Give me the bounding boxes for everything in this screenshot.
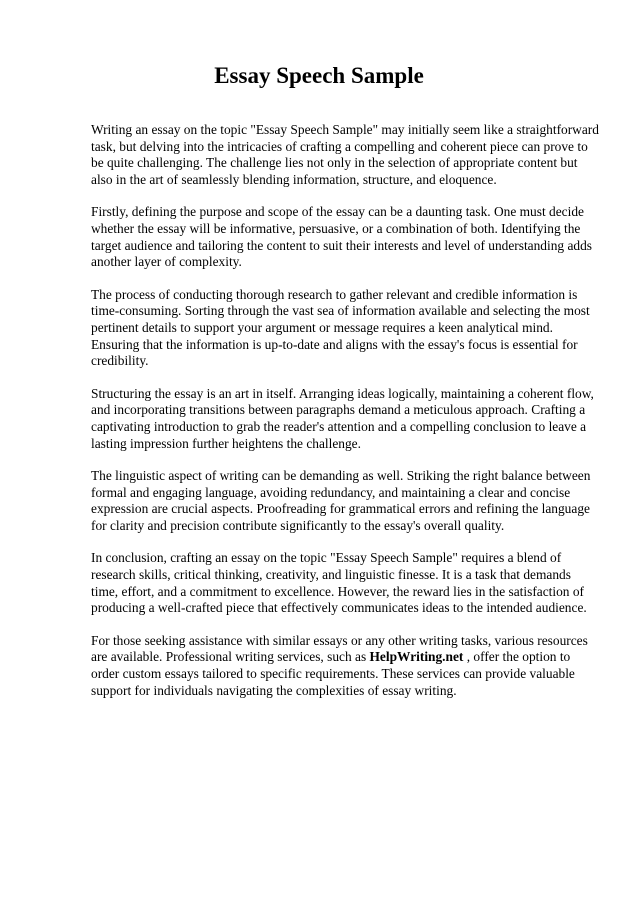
paragraph-5: The linguistic aspect of writing can be demanding as well. Striking the right balance between formal and engaging language, avoiding redundancy, and maintaining a clear and concise expression are crucial aspects. Proofreading for grammatical errors and refining the language for clarity and precision contribute significantly to the essay's overall quality.	[91, 468, 591, 533]
paragraph-7	[91, 633, 601, 699]
paragraph-7-before-link: For those seeking assistance with similar essays or any other writing tasks, various resources are available. Professional writing services, such as	[91, 632, 588, 665]
paragraph-4: Structuring the essay is an art in itself. Arranging ideas logically, maintaining a coherent flow, and incorporating transitions between paragraphs demand a meticulous approach. Crafting a captivating introduction to grab the reader's attention and a compelling conclusion to leave a lasting impression further heightens the challenge.	[91, 385, 594, 451]
helpwriting-link[interactable]: HelpWriting.net	[369, 649, 464, 665]
paragraph-1: Writing an essay on the topic "Essay Speech Sample" may initially seem like a straightforward task, but delving into the intricacies of crafting a compelling and coherent piece can prove to be quite challenging. The challenge lies not only in the selection of appropriate content but also in the art of seamlessly blending information, structure, and eloquence.	[91, 122, 599, 187]
document-body	[91, 122, 601, 715]
paragraph-6: In conclusion, crafting an essay on the topic "Essay Speech Sample" requires a blend of research skills, critical thinking, creativity, and linguistic finesse. It is a task that demands time, effort, and a commitment to excellence. However, the reward lies in the satisfaction of producing a well-crafted piece that effectively communicates ideas to the intended audience.	[91, 550, 587, 616]
paragraph-7-after-link: , offer the option to order custom essays tailored to specific requirements. These services can provide valuable support for individuals navigating the complexities of essay writing.	[91, 649, 575, 698]
paragraph-2: Firstly, defining the purpose and scope of the essay can be a daunting task. One must decide whether the essay will be informative, persuasive, or a combination of both. Identifying the target audience and tailoring the content to suit their interests and level of understanding adds another layer of complexity.	[91, 204, 593, 270]
document-title: Essay Speech Sample	[214, 63, 424, 88]
paragraph-3: The process of conducting thorough research to gather relevant and credible information is time-consuming. Sorting through the vast sea of information available and selecting the most pertinent details to support your argument or message requires a keen analytical mind. Ensuring that the information is up-to-date and aligns with the essay's focus is essential for credibility.	[91, 286, 590, 369]
